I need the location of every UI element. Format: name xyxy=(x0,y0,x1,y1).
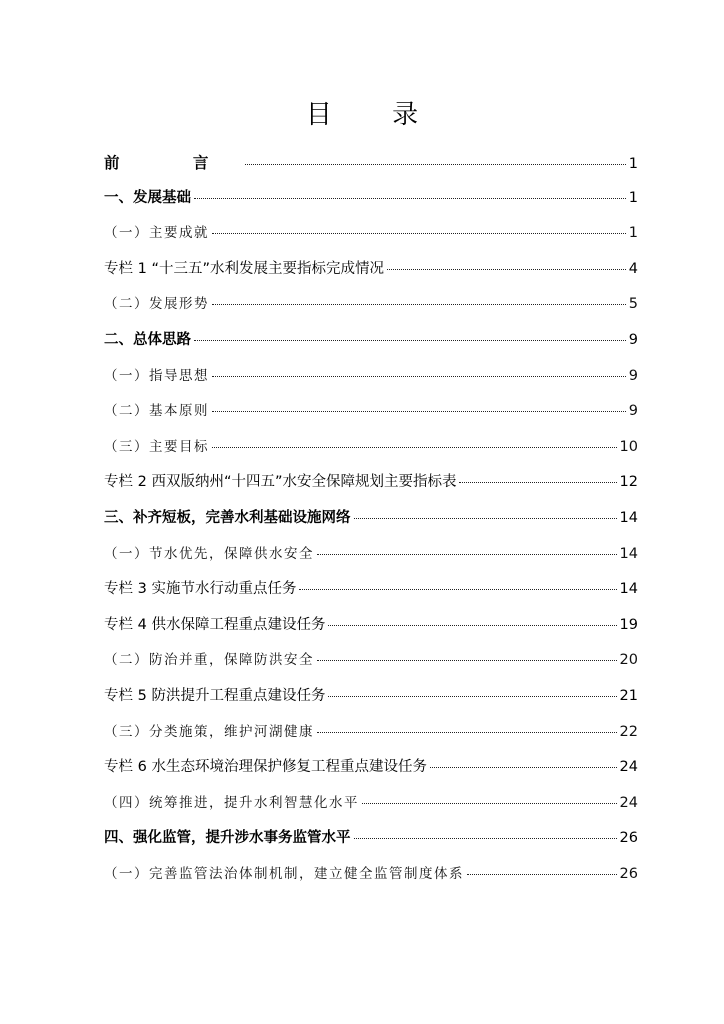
dot-leader xyxy=(194,198,626,199)
dot-leader xyxy=(328,625,616,626)
toc-entry[interactable] xyxy=(104,826,638,862)
dot-leader xyxy=(354,838,617,839)
dot-leader xyxy=(317,660,617,661)
toc-entry-page: 14 xyxy=(619,545,638,562)
table-of-contents xyxy=(104,150,638,897)
toc-entry[interactable] xyxy=(104,186,638,222)
dot-leader xyxy=(362,803,617,804)
toc-entry[interactable] xyxy=(104,399,638,435)
toc-entry-page: 9 xyxy=(628,331,638,348)
toc-entry-page: 21 xyxy=(619,687,638,704)
toc-entry-page: 24 xyxy=(619,794,638,811)
toc-entry-page: 26 xyxy=(619,830,638,847)
toc-entry[interactable] xyxy=(104,435,638,471)
toc-entry-label: （一）主要成就 xyxy=(104,225,209,242)
dot-leader xyxy=(459,482,616,483)
dot-leader xyxy=(328,696,616,697)
toc-entry-page: 9 xyxy=(628,403,638,420)
toc-entry[interactable] xyxy=(104,648,638,684)
toc-entry-label: 三、补齐短板，完善水利基础设施网络 xyxy=(104,509,351,526)
toc-entry-page: 1 xyxy=(628,225,638,242)
toc-entry[interactable] xyxy=(104,720,638,756)
dot-leader xyxy=(212,411,626,412)
toc-entry-label: 专栏 3 实施节水行动重点任务 xyxy=(104,581,297,598)
toc-entry-label: （三）分类施策，维护河湖健康 xyxy=(104,723,314,740)
toc-entry-label: 四、强化监管，提升涉水事务监管水平 xyxy=(104,830,351,847)
toc-entry-page: 19 xyxy=(619,616,638,633)
toc-entry[interactable] xyxy=(104,755,638,791)
toc-entry-page: 24 xyxy=(619,759,638,776)
toc-entry[interactable] xyxy=(104,542,638,578)
toc-entry-label: （二）基本原则 xyxy=(104,403,209,420)
toc-entry-page: 20 xyxy=(619,652,638,669)
toc-entry-page: 9 xyxy=(628,367,638,384)
dot-leader xyxy=(387,269,626,270)
toc-entry-page: 5 xyxy=(628,296,638,313)
dot-leader xyxy=(317,554,617,555)
toc-entry-label: 一、发展基础 xyxy=(104,189,191,206)
dot-leader xyxy=(299,589,616,590)
toc-entry-label: （二）发展形势 xyxy=(104,296,209,313)
toc-entry-label: （三）主要目标 xyxy=(104,438,209,455)
toc-entry[interactable] xyxy=(104,506,638,542)
toc-entry[interactable] xyxy=(104,292,638,328)
dot-leader xyxy=(430,767,617,768)
dot-leader xyxy=(212,304,626,305)
dot-leader xyxy=(212,233,626,234)
toc-entry-label: （二）防治并重，保障防洪安全 xyxy=(104,652,314,669)
toc-entry-label: （一）完善监管法治体制机制，建立健全监管制度体系 xyxy=(104,865,464,882)
toc-entry-label: 专栏 1 “十三五”水利发展主要指标完成情况 xyxy=(104,260,384,277)
dot-leader xyxy=(467,874,617,875)
toc-entry[interactable] xyxy=(104,257,638,293)
toc-entry[interactable] xyxy=(104,684,638,720)
toc-entry-label: （一）指导思想 xyxy=(104,367,209,384)
dot-leader xyxy=(212,447,617,448)
toc-entry-label: 前 言 xyxy=(104,153,243,172)
dot-leader xyxy=(212,376,626,377)
toc-entry[interactable] xyxy=(104,221,638,257)
toc-entry-label: 专栏 5 防洪提升工程重点建设任务 xyxy=(104,687,326,704)
toc-entry[interactable] xyxy=(104,364,638,400)
toc-entry[interactable] xyxy=(104,150,638,186)
toc-entry[interactable] xyxy=(104,791,638,827)
dot-leader xyxy=(245,164,625,165)
toc-entry-label: （四）统筹推进，提升水利智慧化水平 xyxy=(104,794,359,811)
toc-entry-page: 22 xyxy=(619,723,638,740)
toc-entry[interactable] xyxy=(104,470,638,506)
toc-entry-label: 专栏 4 供水保障工程重点建设任务 xyxy=(104,616,326,633)
toc-entry-label: 专栏 6 水生态环境治理保护修复工程重点建设任务 xyxy=(104,759,427,776)
toc-entry-label: （一）节水优先，保障供水安全 xyxy=(104,545,314,562)
toc-entry[interactable] xyxy=(104,613,638,649)
toc-entry-page: 4 xyxy=(628,260,638,277)
dot-leader xyxy=(317,732,617,733)
toc-entry-page: 14 xyxy=(619,509,638,526)
toc-entry-label: 专栏 2 西双版纳州“十四五”水安全保障规划主要指标表 xyxy=(104,474,457,491)
toc-entry-page: 12 xyxy=(619,474,638,491)
toc-entry-page: 1 xyxy=(628,156,638,172)
toc-entry[interactable] xyxy=(104,328,638,364)
dot-leader xyxy=(354,518,617,519)
toc-entry[interactable] xyxy=(104,862,638,898)
toc-entry-page: 26 xyxy=(619,865,638,882)
toc-entry-page: 14 xyxy=(619,581,638,598)
toc-entry-page: 10 xyxy=(619,438,638,455)
toc-entry-label: 二、总体思路 xyxy=(104,331,191,348)
dot-leader xyxy=(194,340,626,341)
toc-entry-page: 1 xyxy=(628,189,638,206)
page-title: 目 录 xyxy=(305,100,445,130)
toc-entry[interactable] xyxy=(104,577,638,613)
